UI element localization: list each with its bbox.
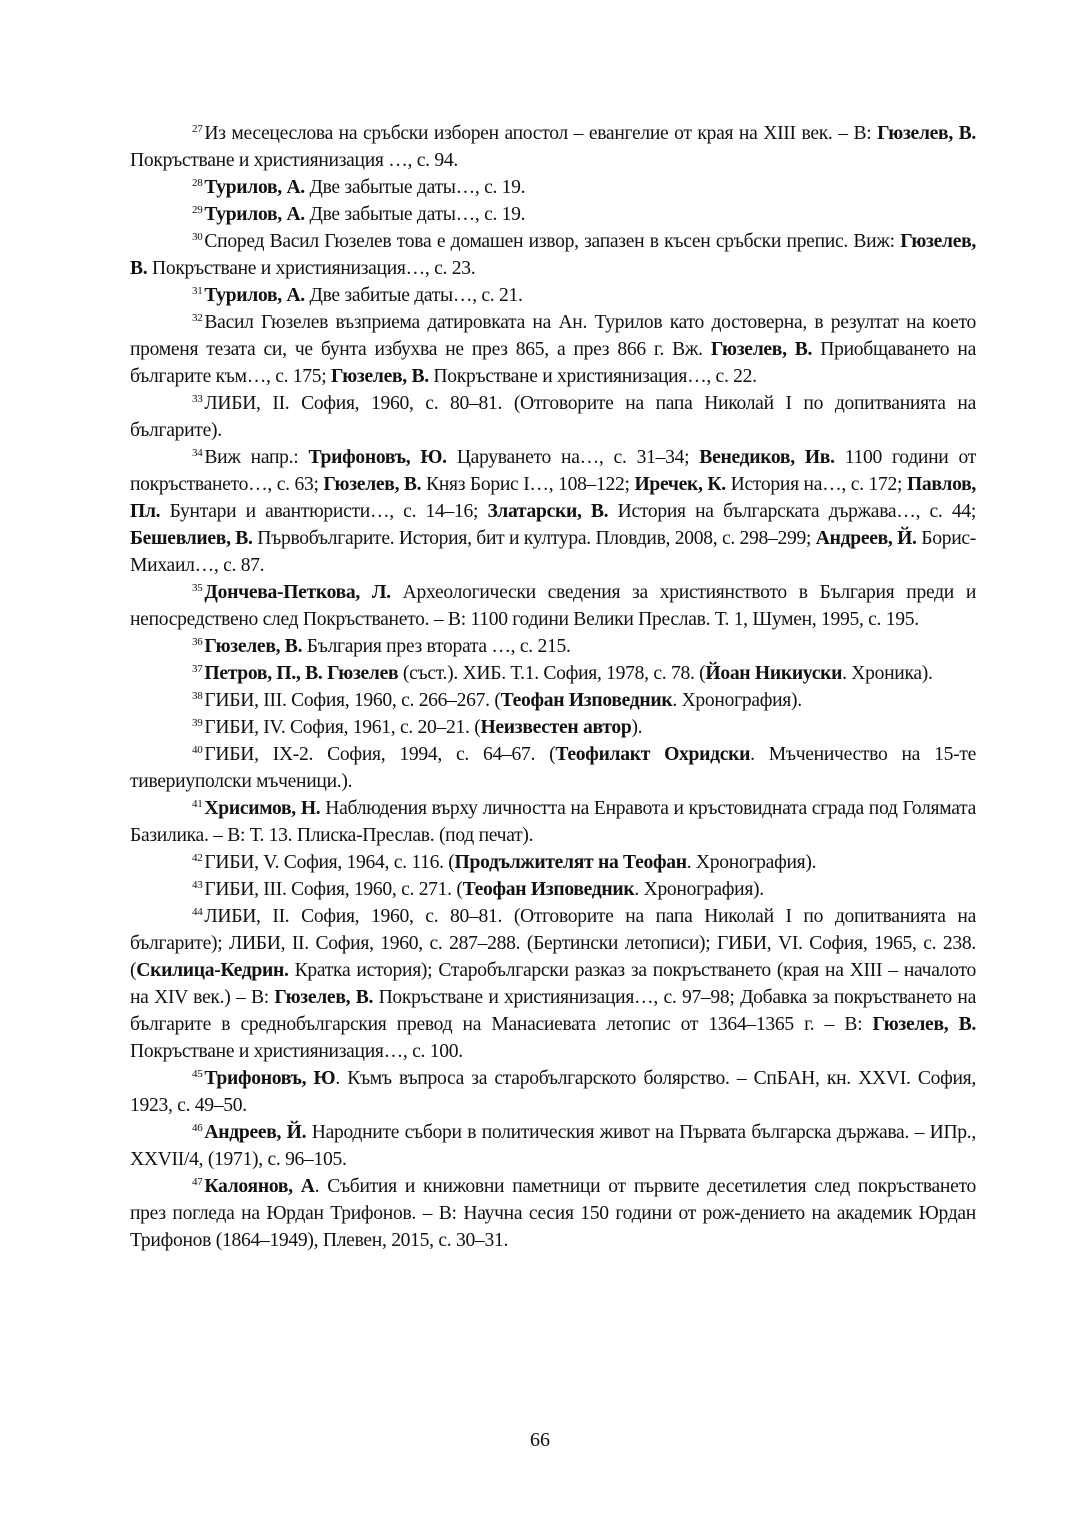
author-name: Йоан Никиуски (705, 663, 843, 684)
footnote-number: 38 (192, 690, 203, 702)
footnote-number: 41 (192, 798, 203, 810)
author-name: Гюзелев, В. (274, 987, 374, 1008)
footnote-number: 45 (192, 1068, 203, 1080)
footnote-text: Борис-Михаил…, с. 87. (130, 528, 977, 576)
footnote-text: ГИБИ, IV. София, 1961, с. 20–21. ( (204, 717, 481, 738)
footnote-text: Две забитые даты…, с. 21. (304, 285, 523, 306)
footnote (130, 1119, 976, 1173)
footnote-number: 32 (192, 312, 203, 324)
footnote-number: 31 (192, 285, 203, 297)
footnote-text: ГИБИ, V. София, 1964, с. 116. ( (204, 852, 455, 873)
author-name: Златарски, В. (487, 501, 609, 522)
footnote (130, 228, 976, 282)
footnote-text: ГИБИ, III. София, 1960, с. 271. ( (204, 879, 463, 900)
footnote-text: Княз Борис I…, 108–122; (421, 474, 635, 495)
footnote-text: Две забытые даты…, с. 19. (304, 204, 526, 225)
footnote (130, 1065, 976, 1119)
footnote (130, 795, 976, 849)
author-name: Турилов, А. (204, 204, 305, 225)
author-name: Гюзелев, В. (872, 1014, 976, 1035)
footnote-text: Народните събори в политическия живот на Първата българска държава. – ИПр., XXVII/4, (1971), с. 96–105. (130, 1122, 976, 1170)
footnote (130, 687, 976, 714)
author-name: Дончева-Петкова, Л. (204, 582, 391, 603)
footnote-text: Наблюдения върху личността на Енравота и кръстовидната сграда под Голямата Базилика. – В: Т. 13. Плиска-Преслав. (под печат). (130, 798, 977, 846)
footnote-number: 42 (192, 852, 203, 864)
author-name: Теофилакт Охридски (555, 744, 751, 765)
footnote-text: . Къмъ въпроса за старобългарското болярство. – СпБАН, кн. XXVI. София, 1923, с. 49–50. (130, 1068, 976, 1116)
footnotes-list (130, 120, 976, 1254)
footnote-text: Кратка история); Старобългарски разказ за покръстването (края на XIII – началото на XIV век.) – В: (130, 960, 976, 1008)
footnote (130, 390, 976, 444)
footnote (130, 174, 976, 201)
author-name: Турилов, А. (204, 285, 305, 306)
author-name: Теофан Изповедник (500, 690, 673, 711)
footnote (130, 309, 976, 390)
footnote-text: ЛИБИ, II. София, 1960, с. 80–81. (Отговорите на папа Николай I по допитванията на българите). (130, 393, 976, 441)
footnote (130, 849, 976, 876)
footnote-text: (съст.). ХИБ. Т.1. София, 1978, с. 78. ( (398, 663, 706, 684)
footnote-text: Покръстване и християнизация…, с. 22. (428, 366, 757, 387)
footnote-text: Виж напр.: (204, 447, 309, 468)
author-name: Трифоновъ, Ю (204, 1068, 336, 1089)
footnote (130, 903, 976, 1065)
author-name: Хрисимов, Н. (204, 798, 321, 819)
author-name: Скилица-Кедрин. (136, 960, 289, 981)
footnote-number: 35 (192, 582, 203, 594)
author-name: Гюзелев, В. (877, 123, 976, 144)
footnote-text: История на…, с. 172; (725, 474, 907, 495)
author-name: Продължителят на Теофан (454, 852, 687, 873)
author-name: Венедиков, Ив. (699, 447, 835, 468)
author-name: Гюзелев, В. (323, 474, 422, 495)
footnote-number: 33 (192, 393, 203, 405)
footnote-number: 27 (192, 123, 203, 135)
author-name: Теофан Изповедник (462, 879, 635, 900)
author-name: Иречек, К. (634, 474, 726, 495)
footnote-text: Покръстване и християнизация…, с. 23. (147, 258, 476, 279)
author-name: Турилов, А. (204, 177, 305, 198)
footnote-text: България през втората …, с. 215. (302, 636, 571, 657)
footnote-text: Из месецеслова на сръбски изборен апостол – евангелие от края на XIII век. – В: (204, 123, 878, 144)
footnote-text: ГИБИ, III. София, 1960, с. 266–267. ( (204, 690, 501, 711)
footnote-number: 28 (192, 177, 203, 189)
footnote-text: Първобългарите. История, бит и култура. Пловдив, 2008, с. 298–299; (252, 528, 816, 549)
footnote-text: Покръстване и християнизация…, с. 100. (130, 1041, 463, 1062)
footnote-number: 30 (192, 231, 203, 243)
author-name: Трифоновъ, Ю. (308, 447, 447, 468)
footnote-text: . Хронография). (686, 852, 817, 873)
author-name: Гюзелев, В. (710, 339, 813, 360)
footnote (130, 660, 976, 687)
author-name: Павлов, Пл. (130, 474, 976, 522)
author-name: Бешевлиев, В. (130, 528, 253, 549)
author-name: Андреев, Й. (815, 528, 917, 549)
author-name: Гюзелев, В. (331, 366, 429, 387)
footnote (130, 714, 976, 741)
author-name: Гюзелев, В. (204, 636, 303, 657)
author-name: Андреев, Й. (204, 1122, 307, 1143)
footnote (130, 876, 976, 903)
footnote-number: 34 (192, 447, 203, 459)
footnote-text: Според Васил Гюзелев това е домашен извор, запазен в късен сръбски препис. Виж: (204, 231, 901, 252)
footnote-text: Археологически сведения за християнството в България преди и непосредствено след Покръстването. – В: 1100 години Велики Преслав. Т. 1, Шумен, 1995, с. 195. (130, 582, 977, 630)
footnote-text: . Хронография). (634, 879, 764, 900)
author-name: Гюзелев, В. (130, 231, 976, 279)
footnote (130, 579, 976, 633)
page-number: 66 (530, 1429, 550, 1451)
footnote-number: 40 (192, 744, 203, 756)
footnote-number: 47 (192, 1176, 203, 1188)
footnote-text: Васил Гюзелев възприема датировката на Ан. Турилов като достоверна, в резултат на което променя тезата си, че бунта избухва не през 865, а през 866 г. Вж. (130, 312, 976, 360)
footnote-number: 43 (192, 879, 203, 891)
footnote (130, 741, 976, 795)
footnote-text: Две забытые даты…, с. 19. (304, 177, 526, 198)
footnote (130, 120, 976, 174)
footnote-text: ). (631, 717, 643, 738)
footnote (130, 444, 976, 579)
footnote-number: 37 (192, 663, 203, 675)
footnote-text: . Хронография). (672, 690, 802, 711)
footnote-text: История на българската държава…, с. 44; (608, 501, 976, 522)
footnote-text: Царуването на…, с. 31–34; (446, 447, 700, 468)
author-name: Калоянов, А (204, 1176, 315, 1197)
footnote-number: 39 (192, 717, 203, 729)
footnote-text: ГИБИ, IX-2. София, 1994, с. 64–67. ( (204, 744, 556, 765)
footnote (130, 201, 976, 228)
footnote-text: Покръстване и християнизация …, с. 94. (130, 150, 458, 171)
footnote-text: Бунтари и авантюристи…, с. 14–16; (160, 501, 488, 522)
footnote-number: 36 (192, 636, 203, 648)
footnote-number: 46 (192, 1122, 203, 1134)
author-name: Неизвестен автор (480, 717, 632, 738)
author-name: Петров, П., В. Гюзелев (204, 663, 399, 684)
footnote-text: ЛИБИ, II. София, 1960, с. 80–81. (Отговорите на папа Николай I по допитванията на българите); ЛИБИ, II. София, 1960, с. 287–288. (Бертински летописи); ГИБИ, VI. София, 1965, с. 238. ( (130, 906, 976, 981)
footnote-text: Приобщаването на българите към…, с. 175; (130, 339, 976, 387)
footnote-number: 29 (192, 204, 203, 216)
footnote (130, 1173, 976, 1254)
footnote (130, 282, 976, 309)
footnote (130, 633, 976, 660)
footnote-text: . Мъченичество на 15-те тивериуполски мъченици.). (130, 744, 977, 792)
footnote-number: 44 (192, 906, 203, 918)
footnote-text: 1100 години от покръстването…, с. 63; (130, 447, 977, 495)
footnote-text: Покръстване и християнизация…, с. 97–98; Добавка за покръстването на българите в среднобългарския превод на Манасиевата летопис от 1364–1365 г. – В: (130, 987, 976, 1035)
footnote-text: . Събития и книжовни паметници от първите десетилетия след покръстването през погледа на Юрдан Трифонов. – В: Научна сесия 150 години от рож-дението на академик Юрдан Трифонов (1864–1949), Плевен, 2015, с. 30–31. (130, 1176, 976, 1251)
footnote-text: . Хроника). (842, 663, 933, 684)
